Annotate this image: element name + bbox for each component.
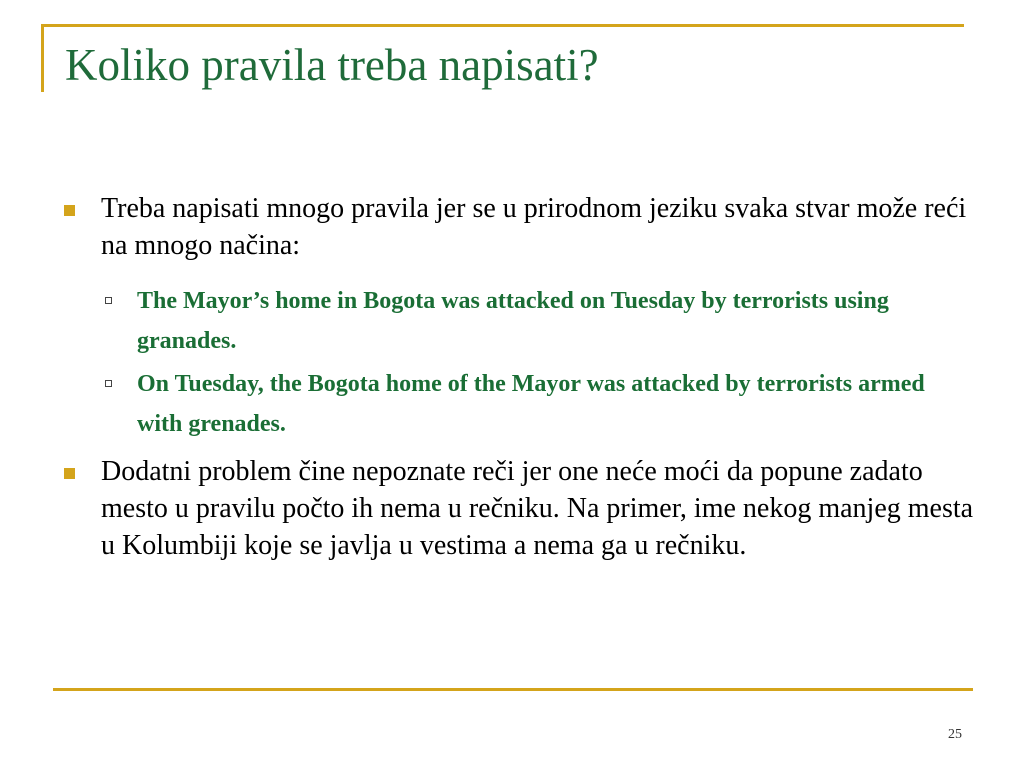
bullet-square-icon bbox=[64, 205, 75, 216]
sub-bullet-item: The Mayor’s home in Bogota was attacked on Tuesday by terrorists using granades. bbox=[137, 288, 889, 354]
sub-bullet-item: On Tuesday, the Bogota home of the Mayor was attacked by terrorists armed with grenades. bbox=[137, 371, 925, 437]
bullet-item: Dodatni problem čine nepoznate reči jer one neće moći da popune zadato mesto u pravilu počto ih nema u rečniku. Na primer, ime nekog manjeg mesta u Kolumbiji koje se javlja u vestima a nema ga u rečniku. bbox=[101, 456, 974, 561]
page-number: 25 bbox=[948, 727, 962, 742]
sub-bullet-square-icon bbox=[105, 297, 112, 304]
bottom-frame-line bbox=[53, 688, 973, 691]
sub-bullet-square-icon bbox=[105, 380, 112, 387]
bullet-item: Treba napisati mnogo pravila jer se u prirodnom jeziku svaka stvar može reći na mnogo načina: bbox=[101, 193, 967, 261]
slide-title: Koliko pravila treba napisati? bbox=[65, 40, 599, 90]
bullet-square-icon bbox=[64, 468, 75, 479]
